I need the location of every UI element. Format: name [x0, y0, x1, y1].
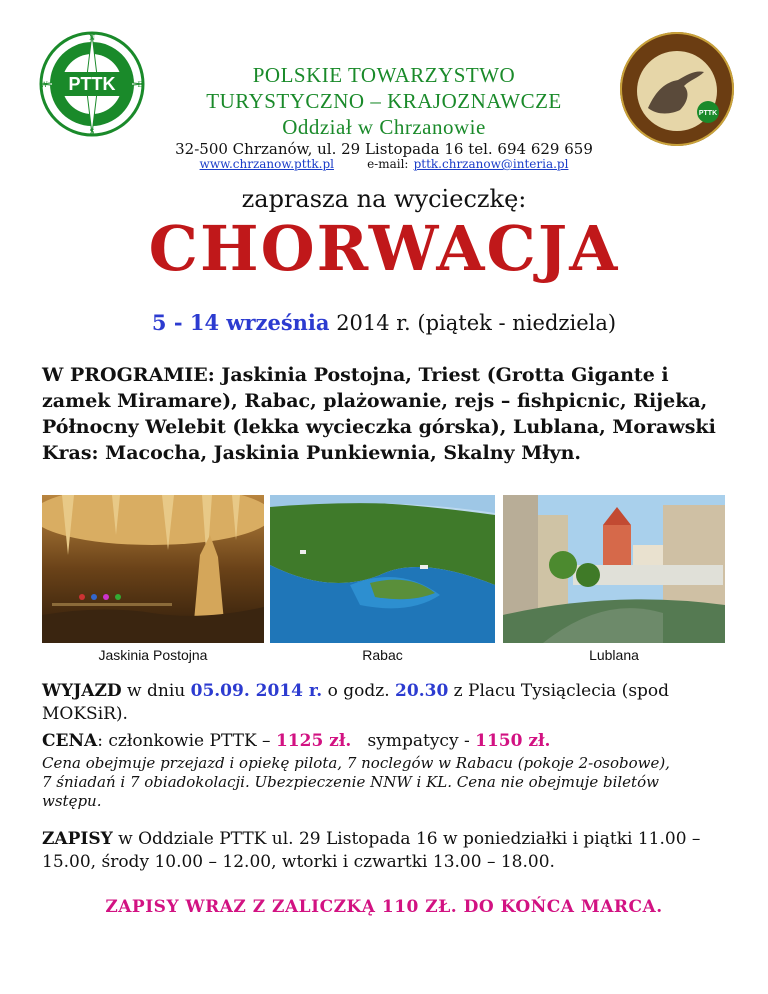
photo-rabac — [270, 495, 495, 643]
price-members: 1125 zł. — [275, 731, 352, 751]
svg-text:S: S — [89, 128, 95, 136]
departure-text-2: o godz. — [322, 681, 396, 701]
org-branch: Oddział w Chrzanowie — [282, 115, 486, 139]
departure-label: WYJAZD — [42, 681, 122, 701]
signup-info — [42, 828, 732, 874]
departure-date: 05.09. 2014 r. — [190, 681, 323, 701]
price-label: CENA — [42, 731, 98, 751]
deposit-note: ZAPISY WRAZ Z ZALICZKĄ 110 ZŁ. DO KOŃCA MARCA. — [105, 897, 663, 917]
date-rest: 2014 r. (piątek - niedziela) — [329, 311, 617, 335]
org-address: 32-500 Chrzanów, ul. 29 Listopada 16 tel. 694 629 659 — [175, 140, 593, 158]
price-text-2: sympatycy - — [351, 731, 476, 751]
price-text-1: : członkowie PTTK – — [97, 731, 276, 751]
signup-label: ZAPISY — [42, 829, 113, 849]
contact-links — [0, 153, 768, 172]
price-others: 1150 zł. — [475, 731, 551, 751]
svg-text:N: N — [88, 34, 96, 42]
departure-text-3: z Placu Tysiąclecia (spod MOKSiR). — [42, 681, 670, 724]
org-name-line2: TURYSTYCZNO – KRAJOZNAWCZE — [206, 89, 562, 113]
caption-ljubljana: Lublana — [589, 647, 639, 663]
email-label: e-mail: — [367, 157, 409, 171]
trip-title: CHORWACJA — [148, 212, 620, 285]
departure-text-1: w dniu — [121, 681, 191, 701]
date-range: 5 - 14 września — [151, 310, 330, 335]
website-link[interactable]: www.chrzanow.pttk.pl — [199, 157, 334, 171]
svg-text:PTTK: PTTK — [698, 110, 718, 117]
photo-postojna-cave — [42, 495, 264, 643]
price-info — [42, 730, 732, 753]
org-name-line1: POLSKIE TOWARZYSTWO — [252, 63, 516, 87]
photo-ljubljana — [503, 495, 725, 643]
caption-postojna: Jaskinia Postojna — [98, 647, 208, 663]
svg-text:W: W — [40, 81, 48, 89]
logo-text: PTTK — [68, 74, 116, 94]
program-text: W PROGRAMIE: Jaskinia Postojna, Triest (Grotta Gigante i zamek Miramare), Rabac, plażowanie, rejs – fishpicnic, Rijeka, Północny Welebit (lekka wycieczka górska), Lublana, Morawski Kras: Macocha, Jaskinia Punkiewnia, Skalny Młyn. — [42, 364, 716, 464]
caption-rabac: Rabac — [362, 647, 403, 663]
price-note: Cena obejmuje przejazd i opiekę pilota, 7 noclegów w Rabacu (pokoje 2-osobowe), 7 śniadań i 7 obiadokolacji. Ubezpieczenie NNW i KL. Cena nie obejmuje biletów wstępu. — [42, 754, 670, 810]
signup-text: w Oddziale PTTK ul. 29 Listopada 16 w poniedziałki i piątki 11.00 – 15.00, środy 10.00 – 12.00, wtorki i czwartki 13.00 – 18.00. — [42, 829, 701, 872]
departure-info — [42, 680, 732, 726]
departure-time: 20.30 — [395, 681, 449, 701]
trip-dates — [0, 310, 768, 335]
invite-text: zaprasza na wycieczkę: — [241, 185, 527, 213]
svg-text:E: E — [137, 81, 143, 89]
email-link[interactable]: pttk.chrzanow@interia.pl — [413, 157, 569, 171]
